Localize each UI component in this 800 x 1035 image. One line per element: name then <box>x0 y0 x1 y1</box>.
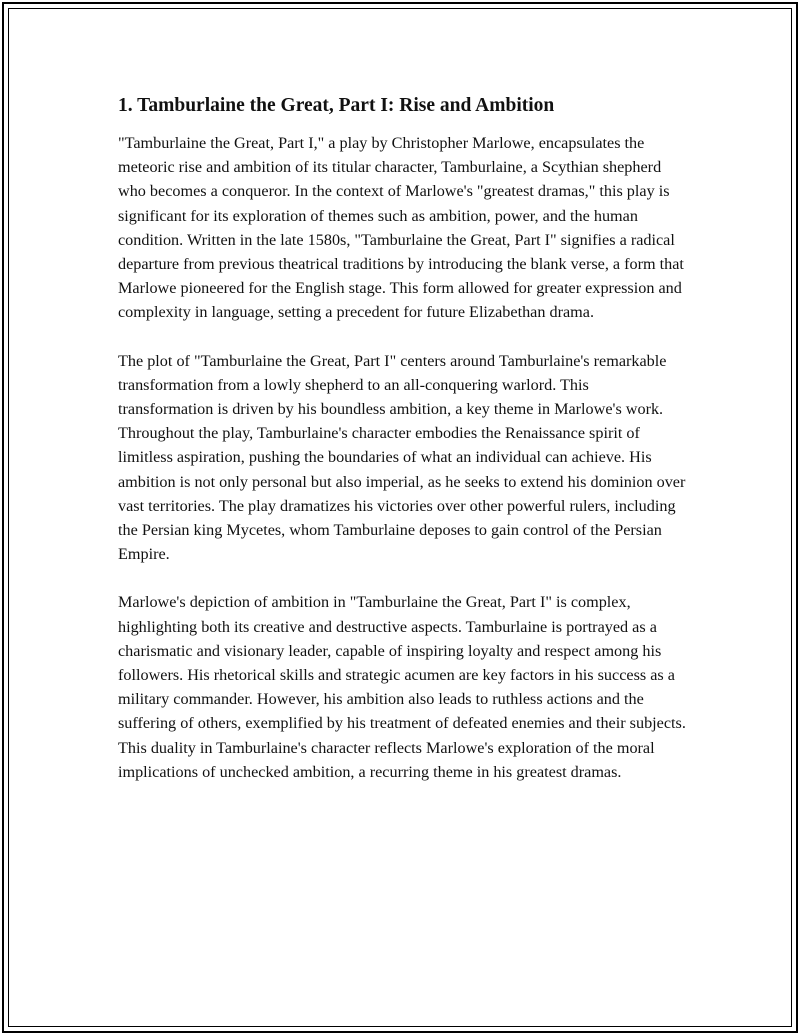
paragraph-2: The plot of "Tamburlaine the Great, Part I" centers around Tamburlaine's remarkable transformation from a lowly shepherd to an all-conquering warlord. This transformation is driven by his boundless ambition, a key theme in Marlowe's work. Throughout the play, Tamburlaine's character embodies the Renaissance spirit of limitless aspiration, pushing the boundaries of what an individual can achieve. His ambition is not only personal but also imperial, as he seeks to extend his dominion over vast territories. The play dramatizes his victories over other powerful rulers, including the Persian king Mycetes, whom Tamburlaine deposes to gain control of the Persian Empire. <box>118 351 686 564</box>
document-body <box>118 93 688 808</box>
paragraph-1: "Tamburlaine the Great, Part I," a play by Christopher Marlowe, encapsulates the meteoric rise and ambition of its titular character, Tamburlaine, a Scythian shepherd who becomes a conqueror. In the context of Marlowe's "greatest dramas," this play is significant for its exploration of themes such as ambition, power, and the human condition. Written in the late 1580s, "Tamburlaine the Great, Part I" signifies a radical departure from previous theatrical traditions by introducing the blank verse, a form that Marlowe pioneered for the English stage. This form allowed for greater expression and complexity in language, setting a precedent for future Elizabethan drama. <box>118 134 684 322</box>
paragraph-3: Marlowe's depiction of ambition in "Tamburlaine the Great, Part I" is complex, highlighting both its creative and destructive aspects. Tamburlaine is portrayed as a charismatic and visionary leader, capable of inspiring loyalty and respect among his followers. His rhetorical skills and strategic acumen are key factors in his success as a military commander. However, his ambition also leads to ruthless actions and the suffering of others, exemplified by his treatment of defeated enemies and their subjects. This duality in Tamburlaine's character reflects Marlowe's exploration of the moral implications of unchecked ambition, a recurring theme in his greatest dramas. <box>118 593 686 781</box>
section-heading: 1. Tamburlaine the Great, Part I: Rise and Ambition <box>118 95 555 116</box>
